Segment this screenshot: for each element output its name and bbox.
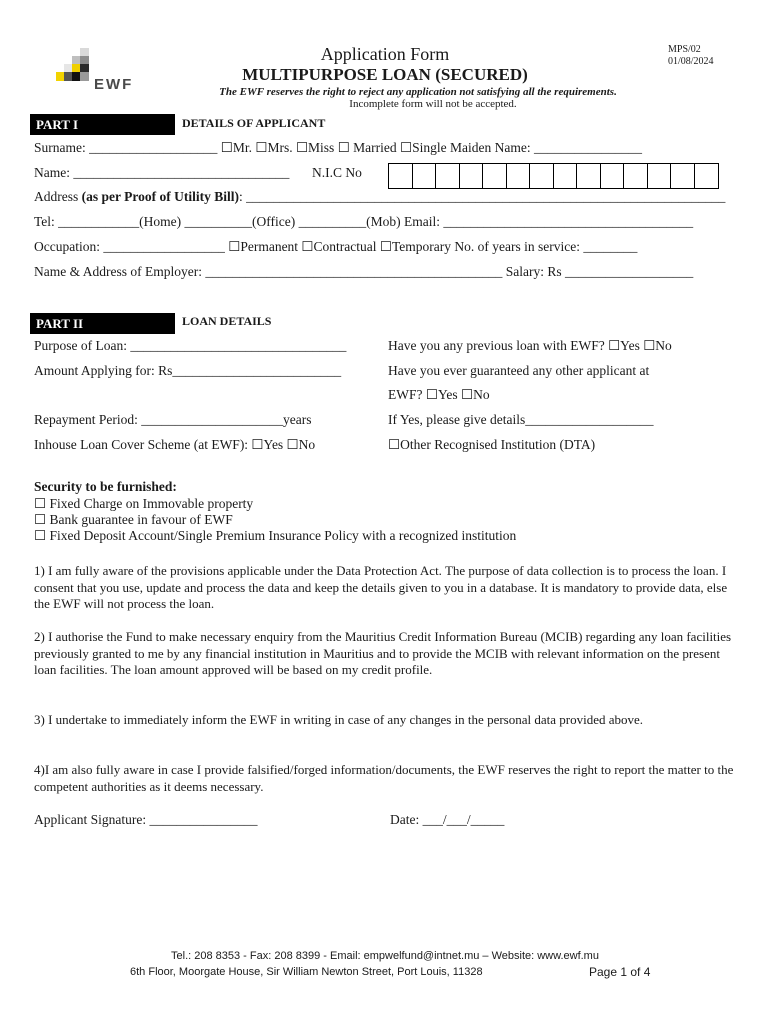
footer-address: 6th Floor, Moorgate House, Sir William Newton Street, Port Louis, 11328 (130, 966, 483, 978)
telephone-row[interactable]: Tel: ____________(Home) __________(Office) __________(Mob) Email: _____________________________________ (34, 214, 694, 229)
security-option-fixed-deposit[interactable]: ☐ Fixed Deposit Account/Single Premium Insurance Policy with a recognized institution (34, 528, 517, 543)
surname-row[interactable]: Surname: ___________________ ☐Mr. ☐Mrs. ☐Miss ☐ Married ☐Single Maiden Name: ________________ (34, 140, 642, 155)
footer-contact: Tel.: 208 8353 - Fax: 208 8399 - Email: empwelfund@intnet.mu – Website: www.ewf.mu (171, 950, 599, 962)
rejection-notice: The EWF reserves the right to reject any application not satisfying all the requirements. (219, 86, 617, 98)
declaration-falsified: 4)I am also fully aware in case I provide falsified/forged information/documents, the EWF reserves the right to report the matter to the competent authorities as it deems necessary. (34, 762, 734, 794)
security-title: Security to be furnished: (34, 479, 177, 494)
address-line: : _______________________________________________________________________ (238, 189, 726, 204)
security-option-fixed-charge[interactable]: ☐ Fixed Charge on Immovable property (34, 496, 254, 511)
nic-input-grid[interactable] (388, 163, 719, 189)
part2-label: PART II (30, 313, 175, 334)
part2-title: LOAN DETAILS (182, 314, 272, 328)
guarantee-details-field[interactable]: If Yes, please give details___________________ (388, 412, 654, 427)
incomplete-notice: Incomplete form will not be accepted. (349, 98, 517, 110)
employer-row[interactable]: Name & Address of Employer: ____________________________________________ Salary: Rs ___________________ (34, 264, 694, 279)
nic-label: N.I.C No (312, 165, 362, 180)
form-reference (668, 44, 714, 68)
previous-loan-row[interactable]: Have you any previous loan with EWF? ☐Yes ☐No (388, 338, 672, 353)
ref-date: 01/08/2024 (668, 56, 714, 67)
occupation-row[interactable]: Occupation: __________________ ☐Permanent ☐Contractual ☐Temporary No. of years in service: ________ (34, 239, 638, 254)
page-number: Page 1 of 4 (589, 965, 651, 979)
guaranteed-options[interactable]: EWF? ☐Yes ☐No (388, 387, 490, 402)
amount-field[interactable]: Amount Applying for: Rs_________________________ (34, 363, 342, 378)
purpose-field[interactable]: Purpose of Loan: ________________________________ (34, 338, 347, 353)
name-field[interactable]: Name: ________________________________ (34, 165, 290, 180)
date-field[interactable]: Date: ___/___/_____ (390, 812, 505, 827)
declaration-changes: 3) I undertake to immediately inform the EWF in writing in case of any changes in the personal data provided above. (34, 712, 644, 727)
part1-label: PART I (30, 114, 175, 135)
address-field[interactable] (34, 189, 725, 205)
logo-text: EWF (94, 76, 134, 93)
address-label: Address (34, 189, 82, 204)
form-subtitle: MULTIPURPOSE LOAN (SECURED) (242, 65, 528, 84)
part1-title: DETAILS OF APPLICANT (182, 116, 326, 130)
security-option-bank-guarantee[interactable]: ☐ Bank guarantee in favour of EWF (34, 512, 233, 527)
form-title: Application Form (320, 44, 450, 64)
repayment-field[interactable]: Repayment Period: _____________________years (34, 412, 312, 427)
inhouse-cover-row[interactable]: Inhouse Loan Cover Scheme (at EWF): ☐Yes ☐No (34, 437, 316, 452)
ref-code: MPS/02 (668, 44, 701, 55)
declaration-mcib: 2) I authorise the Fund to make necessary enquiry from the Mauritius Credit Information Bureau (MCIB) regarding any loan facilities previously granted to me by any financial institution in Mauritius and to provide the MCIB with relevant information on the present loan facilities. The loan amount approved will be based on my credit profile. (34, 629, 732, 677)
address-proof-note: (as per Proof of Utility Bill) (81, 189, 239, 204)
guaranteed-question: Have you ever guaranteed any other applicant at (388, 363, 650, 378)
other-institution-checkbox[interactable]: ☐Other Recognised Institution (DTA) (388, 437, 596, 452)
applicant-signature-field[interactable]: Applicant Signature: ________________ (34, 812, 258, 827)
declaration-data-protection: 1) I am fully aware of the provisions applicable under the Data Protection Act. The purpose of data collection is to process the loan. I consent that you use, update and process the data and keep the details given to you in a database. It is mandatory to provide data, else the EWF will not process the loan. (34, 563, 728, 611)
